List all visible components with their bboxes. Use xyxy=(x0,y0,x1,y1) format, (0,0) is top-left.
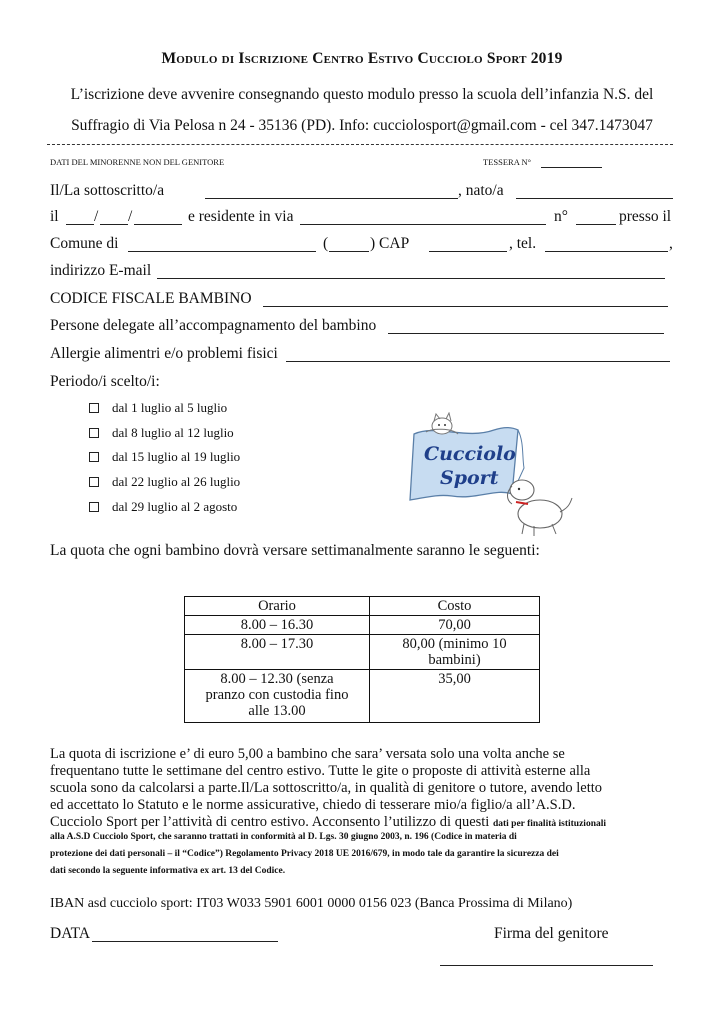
cell-line: pranzo con custodia fino xyxy=(205,687,349,703)
period-checkbox[interactable] xyxy=(89,428,99,438)
table-cell-orario xyxy=(185,670,370,723)
codice-fiscale-field[interactable] xyxy=(263,306,668,307)
period-label: dal 15 luglio al 19 luglio xyxy=(112,449,241,464)
period-label: dal 1 luglio al 5 luglio xyxy=(112,400,228,415)
codice-fiscale-label: CODICE FISCALE BAMBINO xyxy=(50,290,252,307)
birth-month-field[interactable] xyxy=(100,224,128,225)
table-header: Costo xyxy=(370,597,540,616)
comune-label: Comune di xyxy=(50,235,119,252)
table-header-row xyxy=(185,597,540,616)
privacy-line: alla A.S.D Cucciolo Sport, che saranno trattati in conformità al D. Lgs. 30 giugno 2003, n. 196 (Codice in materia di xyxy=(50,832,517,842)
delegate-label: Persone delegate all’accompagnamento del bambino xyxy=(50,317,377,334)
logo-text-line1: Cucciolo xyxy=(424,443,516,465)
birth-year-field[interactable] xyxy=(134,224,182,225)
period-label: dal 29 luglio al 2 agosto xyxy=(112,499,238,514)
table-header: Orario xyxy=(185,597,370,616)
birth-day-field[interactable] xyxy=(66,224,94,225)
paragraph-line: frequentano tutte le settimane del centro estivo. Tutte le gite o proposte di attività esterne alla xyxy=(50,763,591,779)
firma-label: Firma del genitore xyxy=(494,925,609,942)
provincia-field[interactable] xyxy=(329,251,369,252)
period-label: dal 8 luglio al 12 luglio xyxy=(112,425,234,440)
table-cell-costo xyxy=(370,616,540,635)
tel-comma: , xyxy=(669,235,673,252)
comune-field[interactable] xyxy=(128,251,316,252)
tessera-label: TESSERA N° xyxy=(483,157,532,167)
allergie-field[interactable] xyxy=(286,361,670,362)
paragraph-line: ed accettato lo Statuto e le norme assicurative, chiedo di tesserare mio/a figlio/a all’A.S.D. xyxy=(50,797,576,813)
quota-intro: La quota che ogni bambino dovrà versare settimanalmente saranno le seguenti: xyxy=(50,542,540,559)
street-field[interactable] xyxy=(300,224,546,225)
table-row xyxy=(185,635,540,670)
paragraph-main-text: Cucciolo Sport per l’attività di centro estivo. Acconsento l’utilizzo di questi xyxy=(50,814,493,830)
email-field[interactable] xyxy=(157,278,665,279)
table-row xyxy=(185,616,540,635)
cell-line: bambini) xyxy=(428,652,481,668)
tel-field[interactable] xyxy=(545,251,668,252)
privacy-line: dati secondo la seguente informativa ex art. 13 del Codice. xyxy=(50,866,286,876)
sottoscritto-label: Il/La sottoscritto/a xyxy=(50,182,165,199)
privacy-line: protezione dei dati personali – il “Codice”) Regolamento Privacy 2018 UE 2016/679, in modo tale da garantire la sicurezza dei xyxy=(50,849,559,859)
form-title: Modulo di Iscrizione Centro Estivo Cucciolo Sport 2019 xyxy=(161,50,563,67)
street-number-field[interactable] xyxy=(576,224,616,225)
period-checkbox[interactable] xyxy=(89,502,99,512)
cell-line: alle 13.00 xyxy=(248,703,306,719)
logo-graphic xyxy=(406,412,576,540)
provincia-open: ( xyxy=(323,235,329,252)
table-cell-costo xyxy=(370,635,540,670)
iban-text: IBAN asd cucciolo sport: IT03 W033 5901 6001 0000 0156 023 (Banca Prossima di Milano) xyxy=(50,896,573,911)
period-label: dal 22 luglio al 26 luglio xyxy=(112,474,241,489)
period-checkbox[interactable] xyxy=(89,403,99,413)
signature-field[interactable] xyxy=(440,965,653,966)
tessera-field[interactable] xyxy=(541,167,602,168)
delegate-field[interactable] xyxy=(388,333,664,334)
section-label: DATI DEL MINORENNE NON DEL GENITORE xyxy=(50,157,225,167)
il-label: il xyxy=(50,208,59,225)
date-field[interactable] xyxy=(92,941,278,942)
cell-line: 70,00 xyxy=(438,617,471,633)
table-cell-costo xyxy=(370,670,540,723)
cucciolo-sport-logo xyxy=(406,412,576,540)
nato-label: , nato/a xyxy=(458,182,504,199)
period-checkbox[interactable] xyxy=(89,452,99,462)
allergie-label: Allergie alimentri e/o problemi fisici xyxy=(50,345,278,362)
email-label: indirizzo E-mail xyxy=(50,262,152,279)
periodi-label: Periodo/i scelto/i: xyxy=(50,373,160,390)
paragraph-line xyxy=(50,814,606,833)
quota-table xyxy=(184,596,540,723)
data-label: DATA xyxy=(50,925,91,942)
tel-label: , tel. xyxy=(509,235,537,252)
cell-line: 8.00 – 17.30 xyxy=(240,636,314,652)
table-cell-orario xyxy=(185,635,370,670)
table-row xyxy=(185,670,540,723)
cap-field[interactable] xyxy=(429,251,507,252)
residente-label: e residente in via xyxy=(188,208,294,225)
name-field[interactable] xyxy=(205,198,458,199)
cell-line: 8.00 – 16.30 xyxy=(240,617,314,633)
table-cell-orario xyxy=(185,616,370,635)
date-slash: / xyxy=(94,208,99,225)
cap-label: ) CAP xyxy=(370,235,410,252)
paragraph-line: La quota di iscrizione e’ di euro 5,00 a bambino che sara’ versata solo una volta anche se xyxy=(50,746,565,762)
paragraph-line: scuola sono da calcolarsi a parte.Il/La sottoscritto/a, in qualità di genitore o tutore, avendo letto xyxy=(50,780,603,796)
numero-label: n° xyxy=(554,208,568,225)
cell-line: 35,00 xyxy=(438,671,471,687)
date-slash: / xyxy=(128,208,133,225)
intro-line-1: L’iscrizione deve avvenire consegnando questo modulo presso la scuola dell’infanzia N.S. del xyxy=(70,86,654,103)
cell-line: 8.00 – 12.30 (senza xyxy=(220,671,334,687)
paragraph-fine-text: dati per finalità istituzionali xyxy=(492,819,607,829)
dashed-separator xyxy=(47,144,673,145)
intro-line-2: Suffragio di Via Pelosa n 24 - 35136 (PD). Info: cucciolosport@gmail.com - cel 347.1473047 xyxy=(71,117,653,134)
period-checkbox[interactable] xyxy=(89,477,99,487)
cell-line: 80,00 (minimo 10 xyxy=(402,636,507,652)
birthplace-field[interactable] xyxy=(516,198,673,199)
logo-text-line2: Sport xyxy=(440,467,499,489)
presso-label: presso il xyxy=(619,208,672,225)
